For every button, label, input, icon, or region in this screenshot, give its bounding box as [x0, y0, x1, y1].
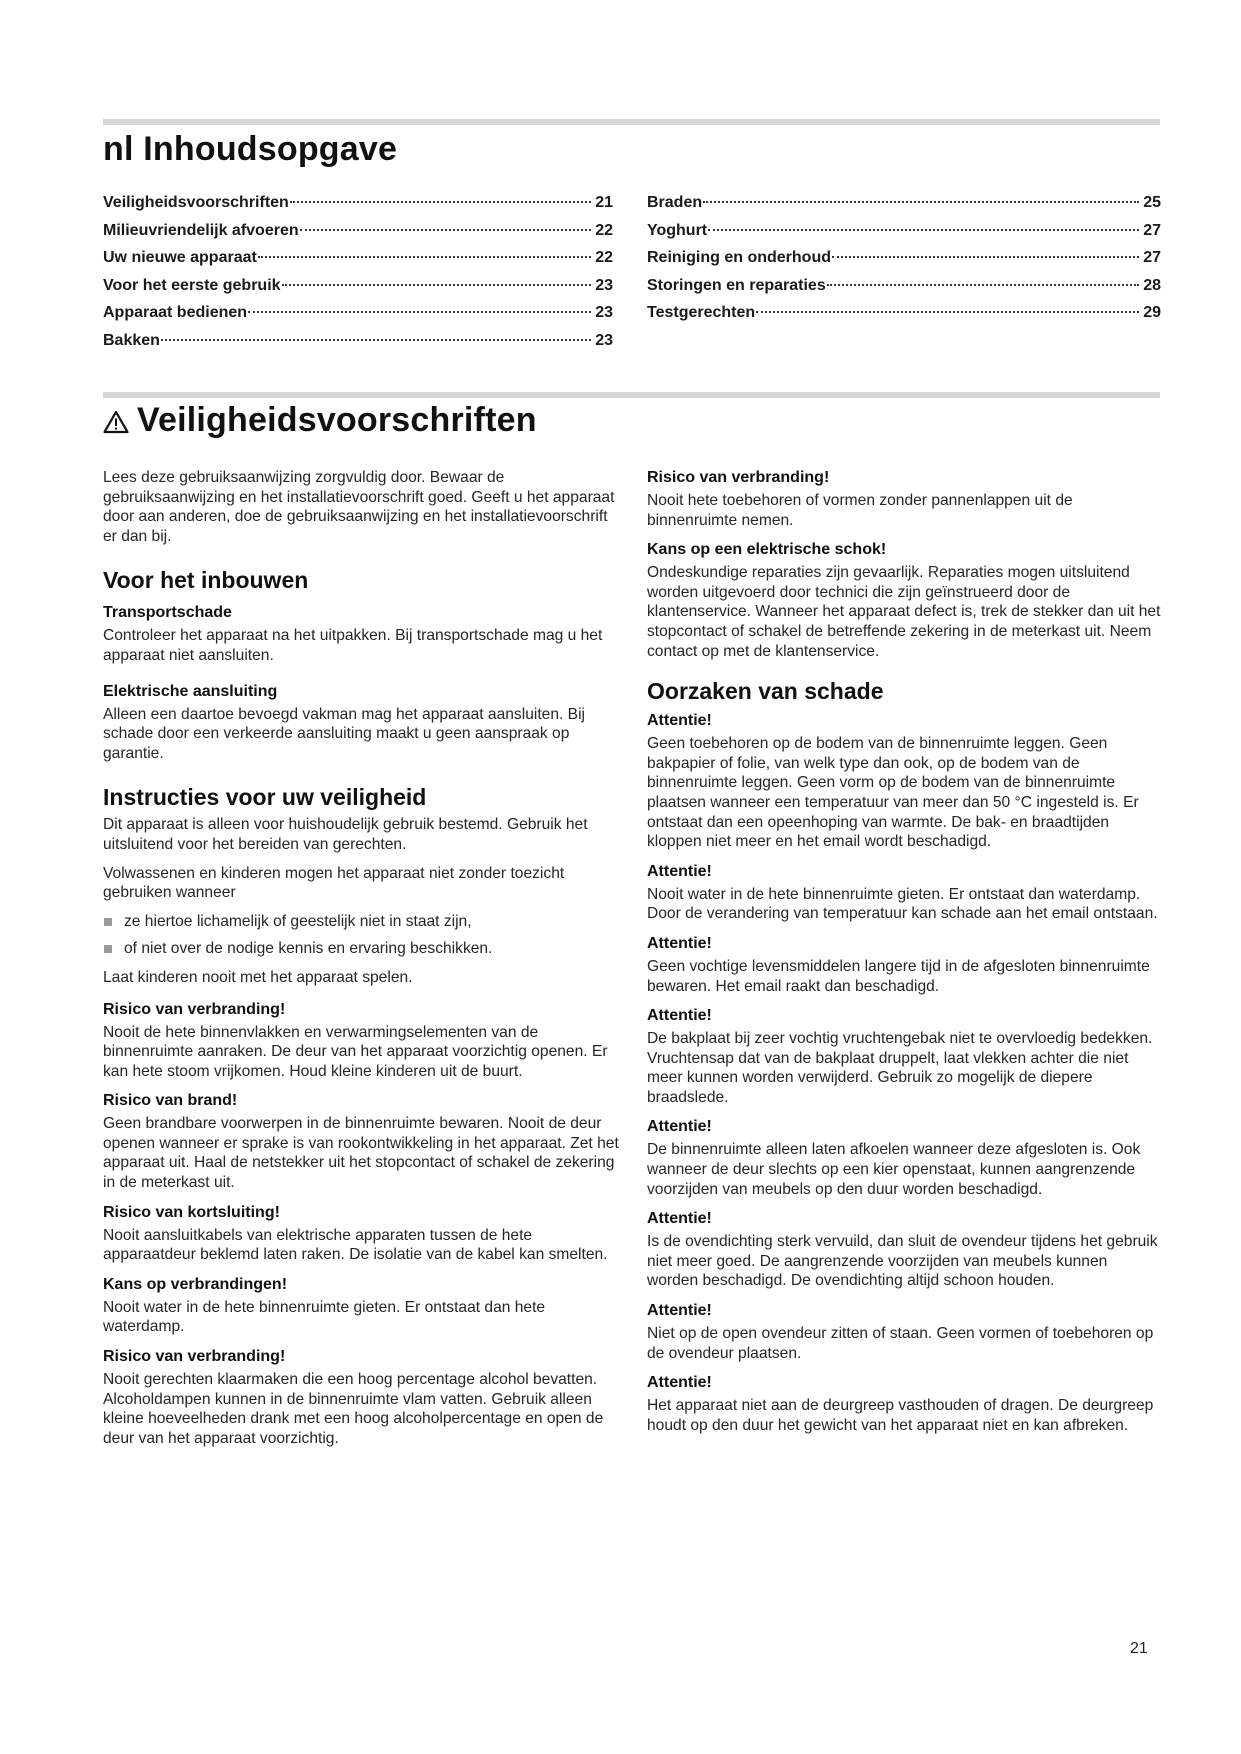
toc-entry[interactable] — [647, 249, 1161, 277]
attention-block — [647, 934, 1161, 996]
toc-leader-dots — [708, 229, 1139, 231]
toc-entry-page: 25 — [1143, 194, 1161, 211]
attention-block — [647, 1209, 1161, 1291]
page-number: 21 — [1130, 1640, 1148, 1657]
risk-text: Nooit hete toebehoren of vormen zonder pannenlappen uit de binnenruimte nemen. — [647, 492, 1073, 529]
bullet-square-icon — [104, 945, 112, 953]
toc-leader-dots — [258, 256, 591, 258]
attention-heading: Attentie! — [647, 934, 712, 952]
toc-top-rule — [103, 119, 1160, 125]
toc-entry-title: Veiligheidsvoorschriften — [103, 194, 289, 211]
attention-block — [647, 1373, 1161, 1435]
attention-block — [647, 862, 1161, 924]
warning-triangle-icon — [103, 404, 129, 443]
attention-text: Het apparaat niet aan de deurgreep vasthouden of dragen. De deurgreep houdt op den duur het gewicht van het apparaat niet en kan afbreken. — [647, 1397, 1154, 1434]
toc-entry[interactable] — [103, 304, 613, 332]
toc-entry-title: Bakken — [103, 331, 160, 349]
toc-entry-page: 27 — [1143, 249, 1161, 267]
toc-entry-page: 22 — [595, 221, 613, 239]
risk-text: Geen brandbare voorwerpen in de binnenruimte bewaren. Nooit de deur openen wanneer er sprake is van rookontwikkeling in het apparaat. Zet het apparaat uit. Haal de netstekker uit het stopcontact of schakel de zekering in de meterkast uit. — [103, 1115, 619, 1192]
attention-text: Geen toebehoren op de bodem van de binnenruimte leggen. Geen bakpapier of folie, van welk type dan ook, op de bodem van de binnenruimte leggen. Geen vorm op de bodem van de binnenruimte plaatsen wanneer een temperatuur van meer dan 50 °C ingesteld is. Er ontstaat dan een opeenhoping van warmte. De bak- en braadtijden kloppen niet meer en het email wordt beschadigd. — [647, 735, 1139, 851]
toc-leader-dots — [300, 229, 592, 231]
damage-heading: Oorzaken van schade — [647, 678, 884, 705]
risk-heading: Kans op een elektrische schok! — [647, 541, 887, 559]
attention-text: Niet op de open ovendeur zitten of staan. Geen vormen of toebehoren op de ovendeur plaatsen. — [647, 1325, 1154, 1362]
risk-text: Nooit water in de hete binnenruimte gieten. Er ontstaat dan hete waterdamp. — [103, 1298, 546, 1336]
electrical-heading: Elektrische aansluiting — [103, 682, 278, 700]
bullet-text: of niet over de nodige kennis en ervaring beschikken. — [124, 940, 493, 958]
toc-entry-title: Braden — [647, 194, 703, 211]
instructions-p3: Laat kinderen nooit met het apparaat spelen. — [103, 968, 413, 986]
instructions-p2: Volwassenen en kinderen mogen het apparaat niet zonder toezicht gebruiken wanneer — [103, 864, 565, 902]
risk-block — [647, 540, 1161, 661]
toc-entry[interactable] — [103, 222, 613, 250]
risk-block — [103, 1203, 621, 1265]
risk-heading: Risico van verbranding! — [103, 1348, 286, 1366]
toc-entry[interactable] — [103, 249, 613, 277]
attention-block — [647, 1117, 1161, 1199]
toc-entry[interactable] — [647, 277, 1161, 305]
attention-heading: Attentie! — [647, 1302, 712, 1320]
transport-text: Controleer het apparaat na het uitpakken. Bij transportschade mag u het apparaat niet aansluiten. — [103, 627, 603, 664]
risk-heading: Risico van verbranding! — [647, 469, 830, 486]
toc-entry[interactable] — [647, 222, 1161, 250]
risk-heading: Risico van verbranding! — [103, 1000, 286, 1018]
toc-leader-dots — [282, 284, 592, 286]
toc-leader-dots — [161, 339, 591, 341]
toc-leader-dots — [703, 201, 1139, 203]
toc-title: nl Inhoudsopgave — [103, 130, 398, 168]
toc-entry-title: Voor het eerste gebruik — [103, 276, 281, 294]
risk-heading: Kans op verbrandingen! — [103, 1275, 288, 1293]
toc-entry-page: 23 — [595, 304, 613, 322]
toc-leader-dots — [248, 311, 591, 313]
attention-heading: Attentie! — [647, 862, 712, 880]
list-item — [103, 912, 621, 932]
toc-entry-page: 27 — [1143, 221, 1161, 239]
toc-entry-title: Yoghurt — [647, 221, 708, 239]
risk-block — [103, 1347, 621, 1448]
transport-heading: Transportschade — [103, 604, 232, 622]
toc-entry-title: Testgerechten — [647, 304, 756, 322]
toc-leader-dots — [832, 256, 1139, 258]
attention-heading: Attentie! — [647, 1007, 712, 1025]
bullet-text: ze hiertoe lichamelijk of geestelijk niet in staat zijn, — [124, 912, 472, 930]
toc-entry-page: 28 — [1143, 276, 1161, 294]
electrical-text: Alleen een daartoe bevoegd vakman mag het apparaat aansluiten. Bij schade door een verkeerde aansluiting maakt u geen aanspraak op garantie. — [103, 705, 586, 762]
risk-heading: Risico van brand! — [103, 1092, 238, 1110]
list-item — [103, 939, 621, 959]
risk-heading: Risico van kortsluiting! — [103, 1203, 280, 1221]
attention-block — [647, 711, 1161, 852]
toc-entry[interactable] — [103, 277, 613, 305]
safety-top-rule — [103, 392, 1160, 398]
toc-entry-page: 29 — [1143, 304, 1161, 322]
toc-left-column — [103, 194, 613, 360]
attention-heading: Attentie! — [647, 1210, 712, 1228]
risk-block — [103, 1275, 621, 1337]
toc-leader-dots — [827, 284, 1139, 286]
toc-entry-title: Storingen en reparaties — [647, 276, 826, 294]
toc-entry-title: Apparaat bedienen — [103, 304, 248, 322]
risk-text: Nooit aansluitkabels van elektrische apparaten tussen de hete apparaatdeur beklemd laten raken. De isolatie van de kabel kan smelten. — [103, 1226, 608, 1264]
risk-text: Nooit gerechten klaarmaken die een hoog percentage alcohol bevatten. Alcoholdampen kunnen in de binnenruimte vlam vatten. Gebruik alleen kleine hoeveelheden drank met een hoog alcoholpercentage en open de deur van het apparaat voorzichtig. — [103, 1371, 604, 1447]
attention-text: Geen vochtige levensmiddelen langere tijd in de afgesloten binnenruimte bewaren. Het email raakt dan beschadigd. — [647, 957, 1150, 995]
toc-entry-page: 23 — [595, 331, 613, 349]
attention-heading: Attentie! — [647, 1118, 712, 1136]
instructions-heading: Instructies voor uw veiligheid — [103, 784, 427, 811]
toc-entry[interactable] — [647, 304, 1161, 332]
attention-text: De bakplaat bij zeer vochtig vruchtengebak niet te overvloedig bedekken. Vruchtensap dat van de bakplaat druppelt, laat vlekken achter die niet meer kunnen worden verwijderd. Gebruik zo mogelijk de diepere braadslede. — [647, 1030, 1153, 1106]
installation-heading: Voor het inbouwen — [103, 567, 309, 594]
risk-text: Nooit de hete binnenvlakken en verwarmingselementen van de binnenruimte aanraken. De deur van het apparaat voorzichtig openen. Er kan hete stoom vrijkomen. Houd kleine kinderen uit de buurt. — [103, 1023, 608, 1080]
safety-intro: Lees deze gebruiksaanwijzing zorgvuldig door. Bewaar de gebruiksaanwijzing en het installatievoorschrift goed. Geeft u het apparaat door aan anderen, doe de gebruiksaanwijzing en het installatievoorschrift er dan bij. — [103, 469, 615, 545]
attention-text: Nooit water in de hete binnenruimte gieten. Er ontstaat dan waterdamp. Door de verandering van temperatuur kan schade aan het email ontstaan. — [647, 885, 1158, 923]
instructions-p1: Dit apparaat is alleen voor huishoudelijk gebruik bestemd. Gebruik het uitsluitend voor het bereiden van gerechten. — [103, 816, 588, 853]
attention-heading: Attentie! — [647, 712, 712, 730]
right-column — [647, 468, 1161, 1445]
risk-block — [103, 1091, 621, 1192]
toc-entry-page: 21 — [595, 194, 613, 211]
bullet-square-icon — [104, 918, 112, 926]
left-column — [103, 468, 621, 1458]
attention-block — [647, 1301, 1161, 1363]
toc-entry-page: 22 — [595, 249, 613, 267]
toc-entry-title: Uw nieuwe apparaat — [103, 249, 257, 267]
instructions-bullet-list — [103, 912, 621, 959]
attention-block — [647, 1006, 1161, 1107]
risk-block — [103, 1000, 621, 1082]
toc-right-column — [647, 194, 1161, 332]
risk-block — [647, 468, 1161, 530]
toc-entry-title: Milieuvriendelijk afvoeren — [103, 221, 299, 239]
toc-leader-dots — [290, 201, 591, 203]
toc-entry[interactable] — [103, 332, 613, 360]
toc-entry[interactable] — [647, 194, 1161, 222]
attention-text: Is de ovendichting sterk vervuild, dan sluit de ovendeur tijdens het gebruik niet meer goed. De aangrenzende voorzijden van meubels kunnen worden beschadigd. De ovendichting altijd schoon houden. — [647, 1233, 1158, 1290]
toc-leader-dots — [756, 311, 1139, 313]
safety-title — [103, 401, 537, 443]
safety-title-text: Veiligheidsvoorschriften — [137, 401, 537, 439]
attention-text: De binnenruimte alleen laten afkoelen wanneer deze afgesloten is. Ook wanneer de deur slechts op een kier openstaat, kunnen aangrenzende voorzijden van meubels op den duur worden beschadigd. — [647, 1141, 1141, 1198]
toc-entry-page: 23 — [595, 276, 613, 294]
toc-entry-title: Reiniging en onderhoud — [647, 249, 831, 267]
attention-heading: Attentie! — [647, 1374, 712, 1392]
toc-entry[interactable] — [103, 194, 613, 222]
risk-text: Ondeskundige reparaties zijn gevaarlijk. Reparaties mogen uitsluitend worden uitgevoerd door technici die zijn geïnstrueerd door de klantenservice. Wanneer het apparaat defect is, trek de stekker dan uit het stopcontact of schakel de betreffende zekering in de meterkast uit. Neem contact op met de klantenservice. — [647, 564, 1161, 660]
